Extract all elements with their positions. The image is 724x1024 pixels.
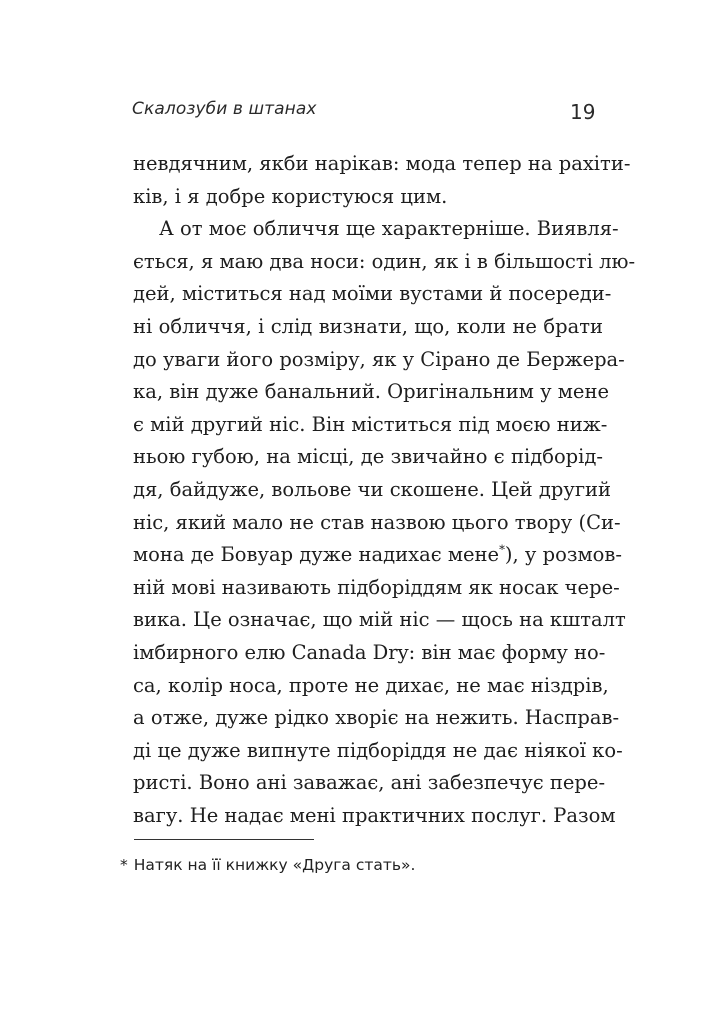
- footnote-reference: *: [499, 542, 505, 557]
- text-line: А от моє обличчя ще характерніше. Виявля-: [159, 217, 619, 241]
- footnote-text: Натяк на її книжку «Друга стать».: [133, 856, 416, 874]
- text-line: вика. Це означає, що мій ніс — щось на кшталт: [133, 608, 626, 632]
- text-line: невдячним, якби нарікав: мода тепер на рахіти-: [133, 152, 631, 175]
- text-segment: ), у розмов-: [504, 543, 622, 567]
- text-line: до уваги його розміру, як у Сірано де Бержера-: [133, 347, 625, 371]
- text-line: ній мові називають підборіддям як носак чере-: [133, 575, 620, 599]
- text-line: ристі. Воно ані заважає, ані забезпечує пере-: [133, 771, 606, 795]
- text-line: дей, міститься над моїми вустами й посереди-: [133, 282, 612, 306]
- text-line: са, колір носа, проте не дихає, не має ніздрів,: [133, 673, 609, 697]
- text-line: імбирного елю Canada Dry: він має форму но-: [133, 640, 606, 664]
- text-line: вагу. Не надає мені практичних послуг. Разом: [133, 803, 616, 827]
- text-line: ні обличчя, і слід визнати, що, коли не брати: [133, 314, 603, 338]
- text-line: ніс, який мало не став назвою цього твору (Си-: [133, 510, 621, 534]
- text-line: ється, я маю два носи: один, як і в більшості лю-: [133, 249, 636, 273]
- text-segment: мона де Бовуар дуже надихає мене: [133, 543, 500, 567]
- text-line: ді це дуже випнуте підборіддя не дає ніякої ко-: [133, 738, 623, 762]
- body-text: [133, 148, 636, 832]
- text-line: є мій другий ніс. Він міститься під моєю ниж-: [133, 412, 608, 436]
- text-line: ків, і я добре користуюся цим.: [133, 184, 448, 208]
- running-title: Скалозуби в штанах: [132, 99, 317, 119]
- page-number: 19: [570, 100, 596, 124]
- text-line: дя, байдуже, вольове чи скошене. Цей другий: [133, 477, 612, 501]
- text-line: а отже, дуже рідко хворіє на нежить. Насправ-: [133, 706, 620, 730]
- footnote: [120, 856, 415, 874]
- text-line-with-footnote: [133, 539, 622, 572]
- text-line: ньою губою, на місці, де звичайно є підборід-: [133, 445, 603, 469]
- footnote-divider: [134, 839, 314, 840]
- text-line: ка, він дуже банальний. Оригінальним у мене: [133, 380, 609, 404]
- footnote-marker: *: [120, 856, 128, 874]
